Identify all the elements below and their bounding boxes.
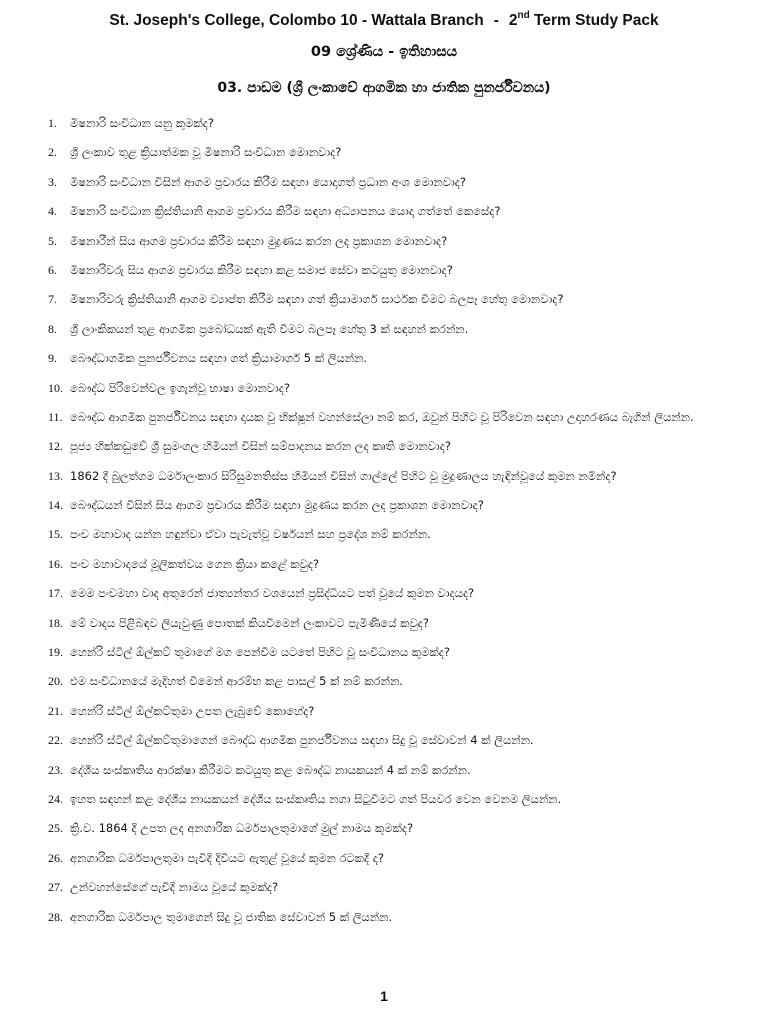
question-item: [48, 704, 724, 719]
question-text: උන්වහන්සේගේ පැවිදි නාමය වූයේ කුමක්ද?: [70, 880, 279, 895]
question-number: 22.: [48, 733, 63, 748]
question-item: [48, 674, 724, 689]
question-text: මෙම පංචමහා වාද අතුරෙන් ජාත්‍යන්තර වශයෙන් ප්‍රසිද්ධියට පත් වූයේ කුමන වාදයද?: [70, 586, 475, 601]
school-name: St. Joseph's College, Colombo 10 - Wattala Branch: [109, 12, 484, 29]
question-number: 6.: [48, 262, 57, 277]
header-separator: -: [493, 12, 499, 29]
question-number: 13.: [48, 468, 63, 483]
question-item: [48, 527, 724, 542]
question-item: [48, 880, 724, 895]
question-text: ශ්‍රී ලාංකිකයන් තුළ ආගමික ප්‍රබෝධයක් ඇති වීමට බලපෑ හේතු 3 ක් සඳහන් කරන්න.: [70, 321, 469, 336]
question-text: හෙන්රි ස්ටීල් ඕල්කට්තුමාගෙන් බෞද්ධ ආගමික පුනර්ජීවනය සඳහා සිදු වූ සේවාවන් 4 ක් ලියන්න.: [70, 733, 534, 748]
question-item: [48, 586, 724, 601]
question-item: [48, 910, 724, 925]
question-number: 2.: [48, 145, 57, 160]
question-item: [48, 792, 724, 807]
question-item: [48, 145, 724, 160]
question-item: [48, 204, 724, 219]
question-number: 3.: [48, 174, 57, 189]
document-header: [0, 12, 768, 30]
question-number: 9.: [48, 351, 57, 366]
question-number: 7.: [48, 292, 57, 307]
question-item: [48, 116, 724, 131]
question-text: මිෂනාරීන් සිය ආගම ප්‍රචාරය කිරීම සඳහා මුද්‍රණය කරන ලද ප්‍රකාශන මොනවාද?: [70, 233, 448, 248]
question-text: අනගාරික ධර්මපාල තුමාගෙන් සිදු වූ ජාතික සේවාවන් 5 ක් ලියන්න.: [70, 909, 393, 924]
question-text: මිෂනාරි සංවිධාන විසින් ආගම ප්‍රචාරය කිරීම සඳහා යොදාගත් ප්‍රධාන අංශ මොනවාද?: [70, 174, 467, 189]
question-text: හෙන්රි ස්ටීල් ඕල්කට් තුමාගේ මග පෙන්වීම යටතේ පිහිට වූ සංවිධානය කුමක්ද?: [70, 645, 450, 660]
question-number: 27.: [48, 880, 63, 895]
question-item: [48, 234, 724, 249]
question-text: බෞද්ධ පිරිවෙන්වල ඉගැන්වූ භාෂා මොනවාද?: [70, 380, 290, 395]
question-number: 10.: [48, 380, 63, 395]
question-number: 15.: [48, 527, 63, 542]
question-item: [48, 557, 724, 572]
term-ordinal-suffix: nd: [517, 10, 530, 21]
question-number: 11.: [48, 409, 63, 424]
page-number: 1: [380, 988, 388, 1004]
question-text: අනගාරික ධර්මපාලතුමා පැවිදි දිවියට ඇතුළ් වූයේ කුමන රටකදී ද?: [70, 850, 384, 865]
question-number: 19.: [48, 645, 63, 660]
question-number: 1.: [48, 116, 57, 130]
question-item: [48, 263, 724, 278]
question-number: 17.: [48, 586, 63, 601]
question-text: මිෂනාරිවරු ක්‍රිස්තියානි ආගම ව්‍යාප්ත කිරීම සඳහා ගත් ක්‍රියාමාර්ග සාර්ථක වීමට බලපෑ හේතු මොනවාද?: [70, 292, 564, 307]
question-number: 25.: [48, 821, 63, 836]
question-text: ඉහත සඳහන් කළ දේශීය නායකයන් දේශීය සංස්කෘතිය නගා සිටුවීමට ගත් පියවර වෙන වෙනම ලියන්න.: [70, 791, 562, 806]
question-text: පූජ්‍ය හික්කඩුවේ ශ්‍රී සුමංගල හිමියන් විසින් සම්පාදනය කරන ලද කෘති මොනවාද?: [70, 439, 451, 454]
question-text: පංච මහාවාද යන්න හඳුන්වා ඒවා පැවැත්වූ වර්ෂයන් සහ ප්‍රදේශ නම් කරන්න.: [70, 527, 431, 542]
question-text: ක්‍රි.ව. 1864 දී උපත ලද අනගාරික ධර්මපාලතුමාගේ මුල් නාමය කුමක්ද?: [70, 821, 414, 836]
question-item: [48, 821, 724, 836]
question-text: එම සංවිධානයේ මැදිහත් වීමෙන් ආරම්භ කළ පාසල් 5 ක් නම් කරන්න.: [70, 674, 403, 689]
question-item: [48, 763, 724, 778]
question-number: 21.: [48, 703, 63, 718]
question-item: [48, 410, 724, 425]
question-item: [48, 498, 724, 513]
question-number: 26.: [48, 850, 63, 865]
question-item: [48, 616, 724, 631]
term-label: [509, 12, 659, 29]
question-item: [48, 175, 724, 190]
question-item: [48, 851, 724, 866]
question-item: [48, 292, 724, 307]
question-item: [48, 469, 724, 484]
question-number: 28.: [48, 909, 63, 924]
question-item: [48, 322, 724, 337]
term-number: 2: [508, 12, 518, 29]
question-number: 23.: [48, 762, 63, 777]
question-number: 12.: [48, 439, 63, 454]
question-number: 20.: [48, 674, 63, 689]
question-number: 18.: [48, 615, 63, 630]
question-number: 24.: [48, 791, 63, 806]
question-text: ශ්‍රී ලංකාව තුළ ක්‍රියාත්මක වූ මිෂනාරි සංවිධාන මොනවාද?: [70, 145, 342, 160]
question-text: බෞද්ධ ආගමික පුනර්ජීවනය සඳහා දායක වූ භික්ෂූන් වහන්සේලා නම් කර, ඔවුන් පිහිට වූ පිරිවෙන සඳහා උදාහරණය බැගින් ලියන්න.: [70, 409, 694, 424]
question-text: මිෂනාරි සංවිධාන යනු කුමක්ද?: [70, 116, 214, 130]
question-text: බෞද්ධාගමික පුනර්ජීවනය සඳහා ගත් ක්‍රියාමාර්ග 5 ක් ලියන්න.: [70, 351, 368, 366]
grade-subject-line: 09 ශ්‍රේණිය - ඉතිහාසය: [310, 44, 458, 60]
question-list: [48, 116, 724, 939]
question-number: 14.: [48, 498, 63, 513]
question-item: [48, 381, 724, 396]
question-item: [48, 733, 724, 748]
question-text: බෞද්ධයන් විසින් සිය ආගම ප්‍රචාරය කිරීම සඳහා මුද්‍රණය කරන ලද ප්‍රකාශන මොනවාද?: [70, 498, 484, 513]
question-text: පංච මහාවාදයේ මූලිකත්වය ගෙන ක්‍රියා කළේ කවුද?: [70, 556, 320, 571]
question-text: මේ වාදය පිළිබඳව ලියැවුණු පොතක් කියවීමෙන් ලංකාවට පැමිණියේ කවුද?: [70, 615, 429, 630]
question-text: දේශීය සංස්කෘතිය ආරක්ෂා කිරීමට කටයුතු කළ බෞද්ධ නායකයන් 4 ක් නම් කරන්න.: [70, 762, 471, 777]
question-text: මිෂනාරිවරු සිය ආගම ප්‍රචාරය කිරීම සඳහා කළ සමාජ සේවා කටයුතු මොනවාද?: [70, 262, 453, 277]
question-number: 5.: [48, 233, 57, 248]
question-number: 16.: [48, 556, 63, 571]
question-number: 8.: [48, 321, 57, 336]
question-item: [48, 645, 724, 660]
question-number: 4.: [48, 204, 57, 219]
question-text: හෙන්රි ස්ටීල් ඕල්කට්තුමා උපත ලැබුවේ කොහේද?: [70, 703, 315, 718]
question-text: 1862 දී බුලත්ගම ධර්මාලංකාර සිරිසුමනතිස්ස හිමියන් විසින් ගාල්ලේ පිහිට වූ මුද්‍රණාලය හැඳින්වූයේ කුමන නමින්ද?: [70, 468, 617, 483]
lesson-title: 03. පාඩම (ශ්‍රී ලංකාවේ ආගමික හා ජාතික පුනර්ජීවනය): [217, 80, 551, 96]
question-item: [48, 351, 724, 366]
question-item: [48, 439, 724, 454]
question-text: මිෂනාරි සංවිධාන ක්‍රිස්තියානි ආගම ප්‍රචාරය කිරීම සඳහා අධ්‍යාපනය යොදා ගත්තේ කෙසේද?: [70, 204, 501, 219]
term-study-pack: Term Study Pack: [529, 12, 659, 29]
